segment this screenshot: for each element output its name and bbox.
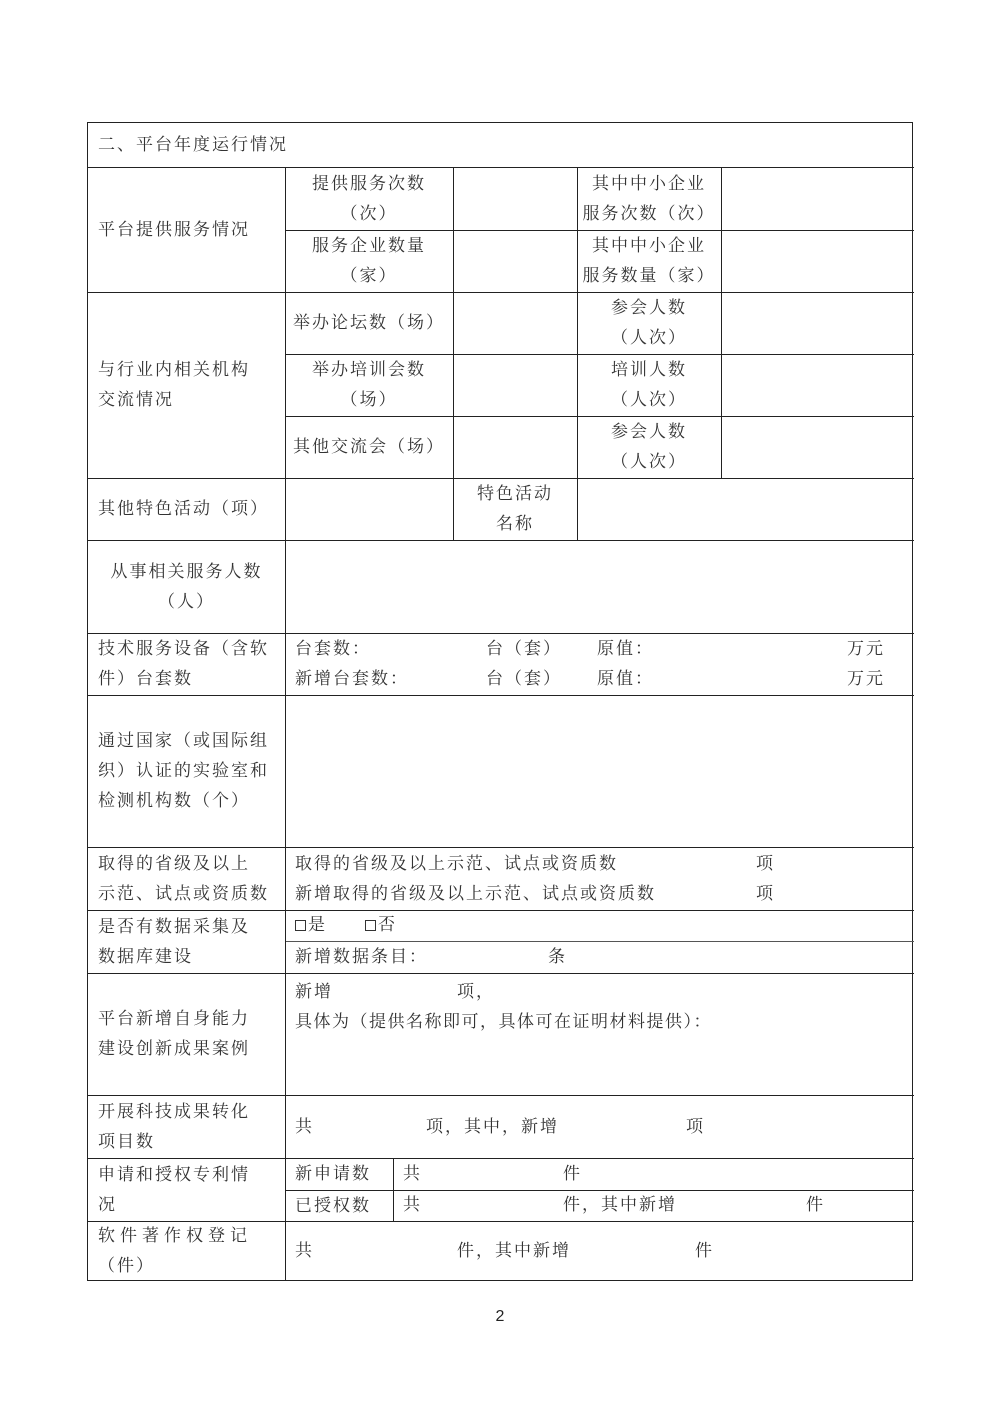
special-activity-name-label bbox=[453, 478, 577, 540]
innovation-fields[interactable] bbox=[285, 973, 914, 1095]
label-line: 服务数量（家） bbox=[582, 266, 716, 286]
software-label bbox=[88, 1221, 285, 1280]
forum-attendees-label bbox=[577, 292, 721, 354]
label-line: 其中中小企业 bbox=[592, 236, 706, 256]
equipment-count-label: 台套数： bbox=[295, 639, 371, 659]
operation-table bbox=[87, 122, 913, 1281]
page-number: 2 bbox=[495, 1308, 505, 1325]
label-line: 参会人数 bbox=[611, 422, 687, 442]
yes-label: 是 bbox=[308, 915, 327, 935]
label-line: （人次） bbox=[611, 390, 687, 410]
label-line: 参会人数 bbox=[611, 298, 687, 318]
transfer-fields[interactable] bbox=[285, 1095, 914, 1158]
new-equipment-value-label: 原值： bbox=[597, 669, 654, 689]
sme-enterprise-count-label bbox=[577, 230, 721, 292]
trainees-input[interactable] bbox=[721, 354, 914, 416]
transfer-label bbox=[88, 1095, 285, 1158]
label-line: 软件著作权登记 bbox=[98, 1225, 252, 1246]
new-equipment-money-unit: 万元 bbox=[847, 669, 885, 689]
patent-label bbox=[88, 1158, 285, 1221]
equipment-label bbox=[88, 633, 285, 695]
staff-count-input[interactable] bbox=[285, 540, 914, 633]
special-activities-input[interactable] bbox=[285, 478, 453, 540]
staff-count-label bbox=[88, 540, 285, 633]
patent-grant-total: 共 bbox=[403, 1195, 422, 1215]
service-label bbox=[88, 167, 285, 292]
label-line: 项目数 bbox=[98, 1131, 155, 1152]
forum-count-input[interactable] bbox=[453, 292, 577, 354]
other-exchange-label bbox=[285, 416, 453, 478]
database-label bbox=[88, 910, 285, 973]
patent-grant-label bbox=[285, 1190, 393, 1221]
new-entries-unit: 条 bbox=[548, 947, 567, 967]
label-line: 平台新增自身能力 bbox=[98, 1009, 250, 1029]
patent-grant-new-label: 件，其中新增 bbox=[563, 1195, 677, 1215]
other-attendees-label bbox=[577, 416, 721, 478]
other-attendees-input[interactable] bbox=[721, 416, 914, 478]
equipment-fields[interactable] bbox=[285, 633, 914, 695]
new-equipment-count-label: 新增台套数： bbox=[295, 669, 409, 689]
trainees-label bbox=[577, 354, 721, 416]
equipment-money-unit: 万元 bbox=[847, 639, 885, 659]
patent-grant-unit: 件 bbox=[806, 1195, 825, 1215]
section-title-text: 二、平台年度运行情况 bbox=[98, 135, 288, 155]
qualification-count-label: 取得的省级及以上示范、试点或资质数 bbox=[295, 854, 618, 874]
label-line: 通过国家（或国际组 bbox=[98, 731, 269, 751]
software-fields[interactable] bbox=[285, 1221, 914, 1280]
label-line: 服务企业数量 bbox=[312, 236, 426, 256]
label-line: 已授权数 bbox=[295, 1195, 371, 1216]
innovation-label bbox=[88, 973, 285, 1095]
database-choice bbox=[285, 910, 914, 941]
checkbox-no[interactable] bbox=[365, 920, 376, 931]
section-title bbox=[88, 123, 914, 167]
service-label-text: 平台提供服务情况 bbox=[98, 219, 250, 240]
no-option[interactable] bbox=[365, 910, 397, 940]
enterprise-count-input[interactable] bbox=[453, 230, 577, 292]
qualification-fields[interactable] bbox=[285, 847, 914, 910]
new-equipment-unit: 台（套） bbox=[486, 669, 562, 689]
label-line: 取得的省级及以上 bbox=[98, 853, 250, 874]
no-label: 否 bbox=[378, 915, 397, 935]
label-line: （次） bbox=[340, 203, 398, 224]
label-line: 举办培训会数 bbox=[312, 360, 426, 380]
sme-enterprise-count-input[interactable] bbox=[721, 230, 914, 292]
patent-grant-fields[interactable] bbox=[393, 1190, 914, 1221]
label-line: 织）认证的实验室和 bbox=[98, 761, 269, 781]
software-unit: 件 bbox=[695, 1241, 714, 1261]
patent-apply-label bbox=[285, 1158, 393, 1190]
label-line: 件）台套数 bbox=[98, 669, 193, 689]
training-count-label bbox=[285, 354, 453, 416]
label-line: 检测机构数（个） bbox=[98, 791, 250, 811]
software-total-label: 共 bbox=[295, 1241, 314, 1261]
label-line: （人次） bbox=[611, 452, 687, 472]
equipment-value-label: 原值： bbox=[597, 639, 654, 659]
transfer-total-label: 共 bbox=[295, 1117, 314, 1137]
forum-attendees-input[interactable] bbox=[721, 292, 914, 354]
label-line: 培训人数 bbox=[611, 360, 687, 380]
label-line: 技术服务设备（含软 bbox=[98, 639, 269, 659]
new-qualification-count-label: 新增取得的省级及以上示范、试点或资质数 bbox=[295, 884, 656, 904]
label-line: （家） bbox=[340, 266, 398, 286]
label-line: 交流情况 bbox=[98, 390, 174, 410]
innovation-new-unit: 项， bbox=[457, 982, 495, 1002]
label-line: 与行业内相关机构 bbox=[98, 360, 250, 380]
patent-apply-fields[interactable] bbox=[393, 1158, 914, 1190]
label-line: （人次） bbox=[611, 328, 687, 348]
transfer-new-label: 项，其中，新增 bbox=[426, 1117, 559, 1137]
label-line: 特色活动 bbox=[477, 484, 553, 504]
qualification-label bbox=[88, 847, 285, 910]
innovation-detail-label: 具体为（提供名称即可，具体可在证明材料提供）： bbox=[295, 1012, 712, 1032]
label-line: 服务次数（次） bbox=[582, 203, 716, 224]
sme-service-count-label bbox=[577, 167, 721, 230]
new-qualification-unit: 项 bbox=[756, 884, 775, 904]
label-line: 况 bbox=[98, 1194, 117, 1215]
transfer-unit: 项 bbox=[686, 1117, 705, 1137]
checkbox-yes[interactable] bbox=[295, 920, 306, 931]
label-line: 提供服务次数 bbox=[312, 173, 426, 194]
label-line: （场） bbox=[340, 390, 398, 410]
qualification-unit: 项 bbox=[756, 854, 775, 874]
label-line: 数据库建设 bbox=[98, 946, 193, 967]
label-line: 新申请数 bbox=[295, 1164, 371, 1184]
service-count-input[interactable] bbox=[453, 167, 577, 230]
label-line: 其中中小企业 bbox=[592, 173, 706, 194]
training-count-input[interactable] bbox=[453, 354, 577, 416]
certified-labs-label bbox=[88, 695, 285, 847]
label-line: 建设创新成果案例 bbox=[98, 1039, 250, 1059]
label-line: 开展科技成果转化 bbox=[98, 1101, 250, 1122]
enterprise-count-label bbox=[285, 230, 453, 292]
sme-service-count-input[interactable] bbox=[721, 167, 914, 230]
other-exchange-input[interactable] bbox=[453, 416, 577, 478]
database-entries[interactable] bbox=[285, 941, 914, 973]
label-line: （人） bbox=[158, 591, 215, 612]
new-entries-label: 新增数据条目： bbox=[295, 947, 428, 967]
forum-count-label bbox=[285, 292, 453, 354]
innovation-new-label: 新增 bbox=[295, 982, 333, 1002]
patent-apply-unit: 件 bbox=[563, 1164, 582, 1184]
label-line: 是否有数据采集及 bbox=[98, 916, 250, 937]
certified-labs-input[interactable] bbox=[285, 695, 914, 847]
label-line: 从事相关服务人数 bbox=[110, 561, 263, 582]
yes-option[interactable] bbox=[295, 910, 327, 940]
label-line: 名称 bbox=[496, 514, 534, 534]
label-line: （件） bbox=[98, 1255, 155, 1276]
special-activities-label bbox=[88, 478, 285, 540]
software-new-label: 件，其中新增 bbox=[457, 1241, 571, 1261]
exchange-label bbox=[88, 292, 285, 478]
equipment-unit: 台（套） bbox=[486, 639, 562, 659]
service-count-label bbox=[285, 167, 453, 230]
label-line: 申请和授权专利情 bbox=[98, 1164, 250, 1185]
special-activity-name-input[interactable] bbox=[577, 478, 914, 540]
label-line: 其他特色活动（项） bbox=[98, 499, 269, 519]
label-line: 示范、试点或资质数 bbox=[98, 883, 269, 904]
label-line: 举办论坛数（场） bbox=[293, 313, 445, 333]
patent-apply-total: 共 bbox=[403, 1164, 422, 1184]
label-line: 其他交流会（场） bbox=[293, 437, 445, 457]
